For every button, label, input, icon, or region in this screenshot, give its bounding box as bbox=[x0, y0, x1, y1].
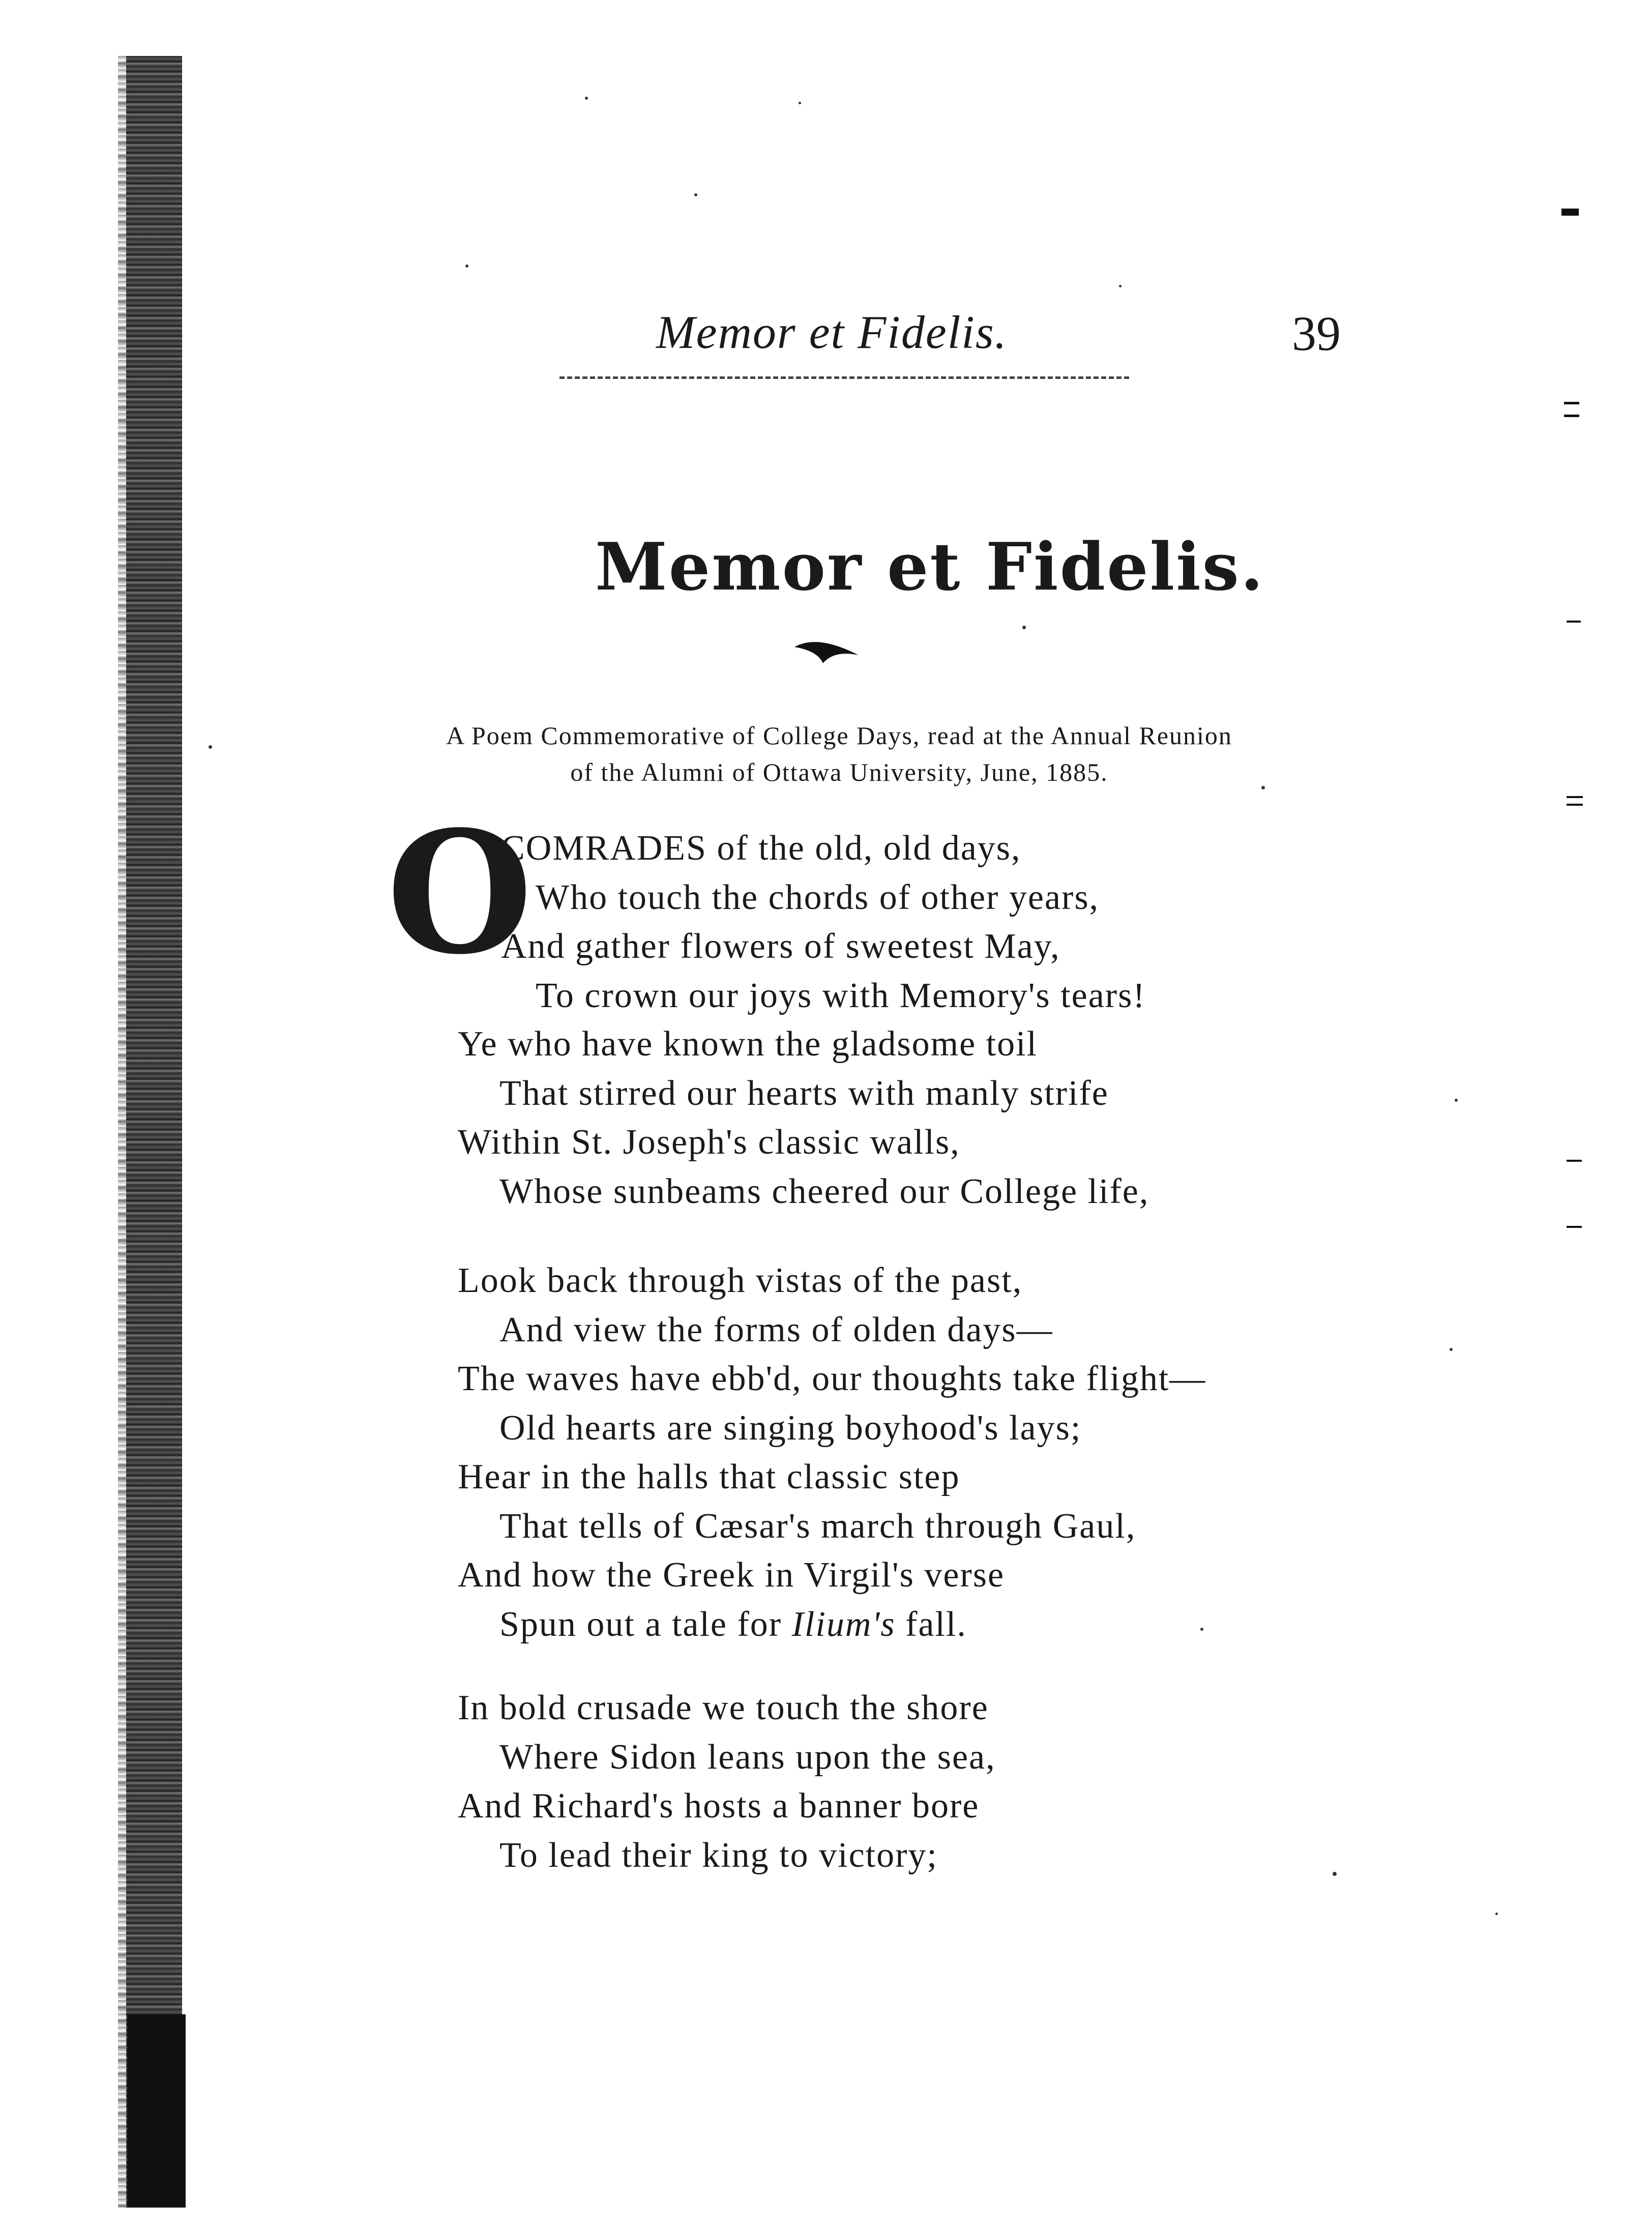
paper-speck bbox=[1119, 285, 1122, 287]
edge-mark bbox=[1567, 1226, 1582, 1228]
edge-mark bbox=[1567, 1160, 1582, 1162]
verse-line: And gather flowers of sweetest May, bbox=[501, 927, 1060, 966]
verse-text: Spun out a tale for bbox=[499, 1604, 792, 1644]
verse-text: fall. bbox=[895, 1604, 967, 1644]
verse-line bbox=[458, 1600, 1206, 1650]
book-spine-shadow bbox=[127, 2014, 186, 2208]
edge-mark bbox=[1567, 796, 1583, 798]
poem-title: Memor et Fidelis. bbox=[595, 529, 1265, 605]
verse-line: Who touch the chords of other years, bbox=[536, 877, 1100, 917]
edge-mark bbox=[1561, 209, 1579, 216]
verse-line: Ye who have known the gladsome toil bbox=[458, 1024, 1038, 1064]
stanza bbox=[501, 824, 1146, 1020]
verse-line: Whose sunbeams cheered our College life, bbox=[499, 1171, 1149, 1211]
leaf-ornament-icon bbox=[793, 636, 860, 666]
verse-line: And Richard's hosts a banner bore bbox=[458, 1786, 980, 1826]
paper-speck bbox=[209, 745, 212, 749]
paper-speck bbox=[1022, 626, 1026, 629]
paper-speck bbox=[694, 193, 697, 196]
edge-mark bbox=[1564, 415, 1579, 417]
drop-cap: O bbox=[387, 794, 533, 991]
edge-mark bbox=[1567, 804, 1583, 806]
poem-subtitle bbox=[376, 717, 1302, 790]
verse-line: To lead their king to victory; bbox=[499, 1835, 938, 1875]
verse-line: And how the Greek in Virgil's verse bbox=[458, 1555, 1005, 1595]
paper-speck bbox=[465, 265, 468, 268]
paper-speck bbox=[1495, 1913, 1498, 1915]
subtitle-line: of the Alumni of Ottawa University, June, 1885. bbox=[570, 758, 1108, 786]
verse-line: And view the forms of olden days— bbox=[499, 1310, 1053, 1349]
subtitle-line: A Poem Commemorative of College Days, read at the Annual Reunion bbox=[446, 721, 1232, 750]
paper-speck bbox=[1455, 1099, 1458, 1102]
verse-line: Old hearts are singing boyhood's lays; bbox=[499, 1408, 1082, 1448]
paper-speck bbox=[585, 97, 588, 100]
stanza bbox=[458, 1684, 996, 1880]
verse-line: That tells of Cæsar's march through Gaul, bbox=[499, 1506, 1136, 1546]
edge-mark bbox=[1567, 621, 1581, 623]
header-rule bbox=[559, 376, 1129, 379]
stanza bbox=[458, 1020, 1149, 1216]
verse-line: Where Sidon leans upon the sea, bbox=[499, 1737, 996, 1777]
paper-speck bbox=[1333, 1872, 1337, 1876]
paper-speck bbox=[799, 102, 801, 104]
stanza bbox=[458, 1256, 1206, 1649]
edge-mark bbox=[1564, 402, 1579, 404]
paper-speck bbox=[1450, 1348, 1453, 1351]
verse-line: In bold crusade we touch the shore bbox=[458, 1688, 989, 1727]
verse-line: COMRADES of the old, old days, bbox=[501, 829, 1021, 868]
verse-line: Within St. Joseph's classic walls, bbox=[458, 1123, 960, 1162]
verse-line: The waves have ebb'd, our thoughts take flight— bbox=[458, 1359, 1206, 1398]
italic-word: Ilium's bbox=[791, 1604, 896, 1644]
verse-line: Hear in the halls that classic step bbox=[458, 1457, 960, 1496]
running-title: Memor et Fidelis. bbox=[656, 306, 1008, 358]
page-number: 39 bbox=[1292, 306, 1341, 361]
verse-line: Look back through vistas of the past, bbox=[458, 1261, 1023, 1300]
verse-line: To crown our joys with Memory's tears! bbox=[536, 976, 1146, 1015]
verse-line: That stirred our hearts with manly strife bbox=[499, 1073, 1109, 1113]
book-spine bbox=[126, 56, 182, 2208]
